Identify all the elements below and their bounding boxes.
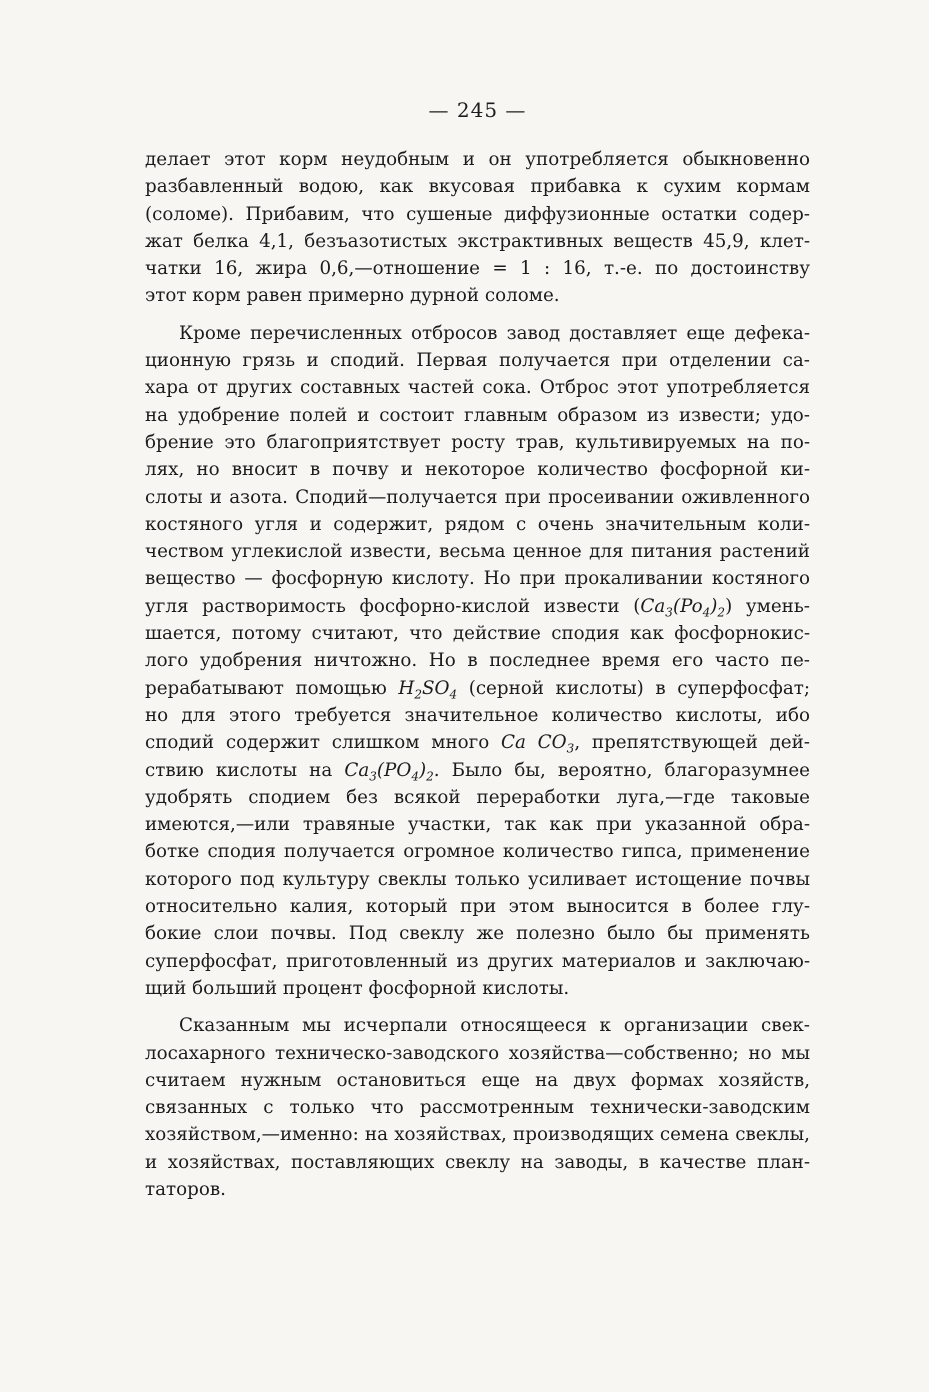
text-fragment: . Было бы, вероятно, благоразумнее	[433, 759, 810, 781]
text-line: вещество — фосфорную кислоту. Но при прокаливании костяного	[145, 568, 810, 590]
text-line-with-formula	[145, 757, 810, 784]
text-line: щий больший процент фосфорной кислоты.	[145, 977, 570, 999]
text-fragment: сподий содержит слишком много	[145, 732, 502, 754]
text-line: имеются,—или травяные участки, так как при указанной обра-	[145, 814, 810, 836]
paragraph-3	[145, 1012, 810, 1203]
text-fragment: рерабатывают помощью	[145, 677, 399, 699]
text-line-with-formula	[145, 593, 810, 620]
text-line: (соломе). Прибавим, что сушеные диффузионные остатки содер-	[145, 203, 810, 225]
text-line: бокие слои почвы. Под свеклу же полезно было бы применять	[145, 923, 810, 945]
text-line: лях, но вносит в почву и некоторое количество фосфорной ки-	[145, 459, 810, 481]
book-page	[145, 96, 810, 1203]
text-line: чатки 16, жира 0,6,—отношение = 1 : 16, т.-е. по достоинству	[145, 258, 810, 280]
text-fragment: , препятствующей дей-	[574, 732, 810, 754]
text-line: ботке сподия получается огромное количество гипса, применение	[145, 841, 810, 863]
text-line: на удобрение полей и состоит главным образом из извести; удо-	[145, 404, 810, 426]
chemical-formula: $Ca_3(Po_4)_2$	[640, 595, 726, 620]
text-line: ционную грязь и сподий. Первая получается при отделении са-	[145, 350, 810, 372]
text-fragment: ствию кислоты на	[145, 759, 345, 781]
text-line: хара от других составных частей сока. Отброс этот употребляется	[145, 377, 810, 399]
text-line: разбавленный водою, как вкусовая прибавка к сухим кормам	[145, 176, 810, 198]
text-line: Кроме перечисленных отбросов завод доставляет еще дефека-	[179, 322, 810, 344]
text-line: но для этого требуется значительное количество кислоты, ибо	[145, 704, 810, 726]
text-line: считаем нужным остановиться еще на двух формах хозяйств,	[145, 1069, 810, 1091]
text-line: брение это благоприятствует росту трав, культивируемых на по-	[145, 431, 810, 453]
text-line: жат белка 4,1, безъазотистых экстрактивных веществ 45,9, клет-	[145, 230, 810, 252]
chemical-formula: $Ca_3(PO_4)_2$	[344, 759, 434, 784]
text-fragment: (серной кислоты) в суперфосфат;	[457, 677, 810, 699]
text-line: костяного угля и содержит, рядом с очень значительным коли-	[145, 513, 810, 535]
text-line: и хозяйствах, поставляющих свеклу на заводы, в качестве план-	[145, 1151, 810, 1173]
text-line: таторов.	[145, 1178, 226, 1200]
text-line: суперфосфат, приготовленный из других материалов и заключаю-	[145, 950, 810, 972]
page-number: — 245 —	[428, 98, 527, 122]
text-line-with-formula	[145, 675, 810, 702]
paragraph-2	[145, 320, 810, 1002]
chemical-formula: $H_2SO_4$	[398, 677, 458, 702]
text-line: делает этот корм неудобным и он употребляется обыкновенно	[145, 149, 810, 170]
text-line: относительно калия, который при этом выносится в более глу-	[145, 896, 810, 918]
text-line: слоты и азота. Сподий—получается при просеивании оживленного	[145, 486, 810, 508]
text-line: лосахарного техническо-заводского хозяйства—собственно; но мы	[145, 1042, 810, 1064]
text-line-with-formula	[145, 729, 810, 756]
paragraph-1	[145, 146, 810, 310]
text-line: шается, потому считают, что действие сподия как фосфорнокис-	[145, 623, 810, 645]
text-fragment: ) умень-	[725, 595, 810, 617]
chemical-formula: Ca $CO_3$	[501, 732, 575, 756]
text-line: Сказанным мы исчерпали относящееся к организации свек-	[179, 1015, 810, 1037]
text-line: хозяйством,—именно: на хозяйствах, производящих семена свеклы,	[145, 1124, 810, 1146]
text-line: лого удобрения ничтожно. Но в последнее время его часто пе-	[145, 650, 810, 672]
text-line: удобрять сподием без всякой переработки луга,—где таковые	[145, 786, 810, 808]
text-fragment: угля растворимость фосфорно-кислой извести (	[145, 595, 641, 617]
text-line: этот корм равен примерно дурной соломе.	[145, 285, 560, 307]
text-line: связанных с только что рассмотренным технически-заводским	[145, 1097, 810, 1119]
text-line: которого под культуру свеклы только усиливает истощение почвы	[145, 868, 810, 890]
text-line: чеством углекислой извести, весьма ценное для питания растений	[145, 541, 810, 563]
